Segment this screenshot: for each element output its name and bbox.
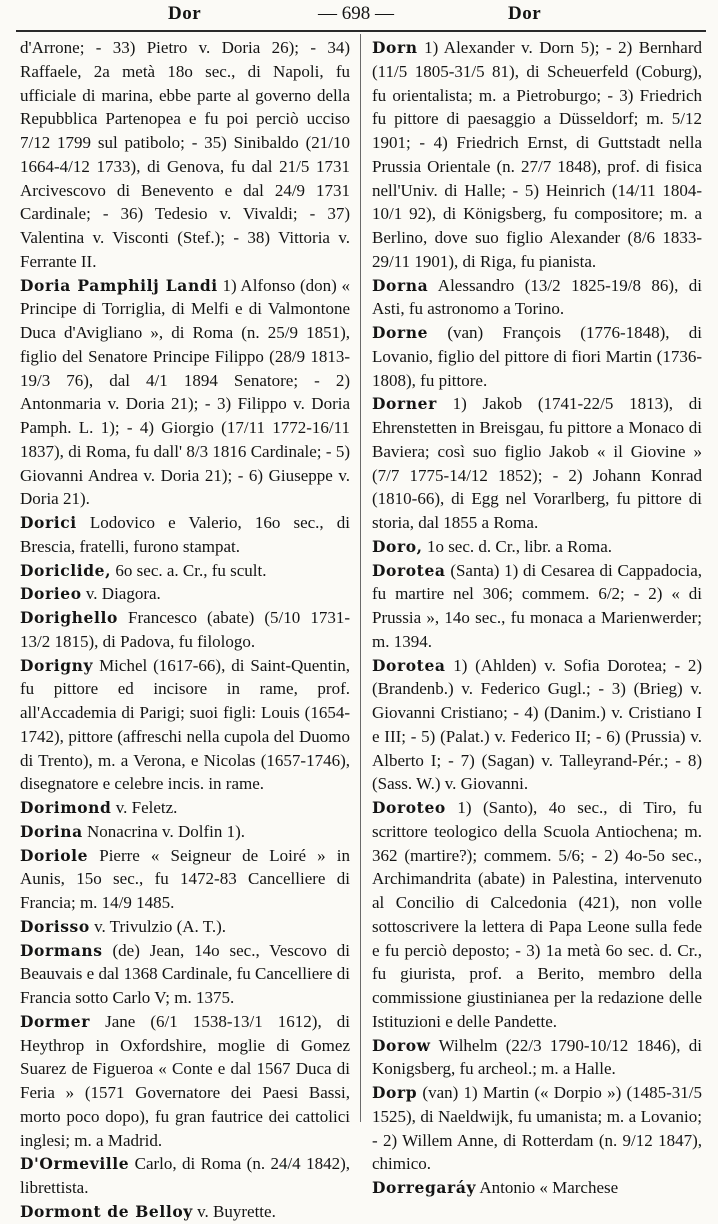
column-divider (360, 34, 361, 1122)
entry-headword: Doriole (20, 845, 89, 865)
entry-text: Alessandro (13/2 1825-19/8 86), di Asti, fu astronomo a Torino. (372, 275, 703, 319)
entry-text: 1) Jakob (1741-22/5 1813), di Ehrenstetten in Breisgau, fu pittore a Monaco di Baviera; così suo figlio Jakob « il Giovine » (7/7 1775-14/12 1852); - 2) Johann Konrad (1810-66), di Egg nel Vorarlberg, fu pittore di storia, dal 1855 a Roma. (372, 394, 702, 532)
dictionary-entry (372, 274, 702, 322)
entry-headword: Dorn (372, 38, 418, 57)
entry-text: v. Trivulzio (A. T.). (94, 916, 226, 936)
dictionary-entry (372, 1034, 702, 1082)
dictionary-entry (20, 939, 350, 1010)
dictionary-entry (20, 274, 350, 512)
entry-headword: Dorotea (372, 655, 446, 675)
dictionary-entry (372, 535, 702, 559)
dictionary-entry (20, 1200, 350, 1224)
entry-headword: Dormont de Belloy (20, 1201, 193, 1221)
entry-text: (Santa) 1) di Cesarea di Cappadocia, fu martire nel 306; commem. 6/2; - 2) « di Prussia », 14o sec., fu monaca a Marienwerder; m. 1394. (372, 560, 702, 651)
header-right-word: Dor (508, 3, 542, 24)
right-column (372, 36, 703, 1197)
entry-headword: Dormer (20, 1011, 90, 1031)
entry-headword: Dorici (20, 513, 77, 532)
entry-text: Francesco (abate) (5/10 1731-13/2 1815), di Padova, fu filologo. (20, 608, 350, 651)
entry-text: 1) (Santo), 4o sec., di Tiro, fu scrittore teologico della Scuola Antiochena; m. 362 (martire?); commem. 5/6; - 2) 4o-5o sec., Archimandrita (abate) in Palestina, intervenuto al Concilio di Calcedonia (421), non volle sottoscrivere la lettera di Papa Leone sulla fede e fu perciò deposto; - 3) 1a metà 6o sec. d. Cr., fu giurista, prof. a Berito, membro della commissione giustinianea per la redazione delle Istituzioni e delle Pandette. (372, 798, 702, 1031)
entry-text: (van) 1) Martin (« Dorpio ») (1485-31/5 1525), di Naeldwijk, fu umanista; m. a Lovanio; - 2) Willem Anne, di Rotterdam (n. 9/12 1847), chimico. (372, 1083, 703, 1174)
dictionary-entry (372, 559, 702, 654)
dictionary-entry (20, 654, 350, 797)
entry-headword: Doroteo (372, 798, 446, 817)
entry-text: 1) Alexander v. Dorn 5); - 2) Bernhard (11/5 1805-31/5 81), di Scheuerfeld (Coburg), fu orientalista; m. a Pietroburgo; - 3) Friedrich fu pittore di paesaggio a Düsseldorf; m. 5/12 1901; - 4) Friedrich Ernst, di Guttstadt nella Prussia Orientale (n. 27/7 1848), prof. di fisica nell'Univ. di Halle; - 5) Heinrich (14/11 1804-10/1 92), di Königsberg, fu compositore; m. a Berlino, dove suo figlio Alexander (8/6 1833-29/11 1901), di Riga, fu pianista. (372, 38, 702, 271)
entry-text: 1) (Ahlden) v. Sofia Dorotea; - 2) (Brandenb.) v. Federico Gugl.; - 3) (Brieg) v. Giovanni Cristiano; - 4) (Danim.) v. Cristiano I e III; - 5) (Palat.) v. Federico II; - 6) (Prussia) v. Alberto I; - 7) (Sagan) v. Talleyrand-Pér.; - 8) (Sass. W.) v. Giovanni. (372, 655, 703, 794)
dictionary-entry (372, 392, 702, 535)
dictionary-entry (372, 1176, 702, 1200)
entry-text: (van) François (1776-1848), di Lovanio, figlio del pittore di fiori Martin (1736-1808), fu pittore. (372, 323, 702, 390)
dictionary-entry (372, 1081, 702, 1176)
entry-text: v. Feletz. (115, 798, 178, 817)
entry-headword: Doriclide, (20, 560, 112, 580)
dictionary-entry (372, 321, 702, 392)
dictionary-entry (372, 654, 702, 797)
header-left-word: Dor (168, 3, 202, 24)
page-number: — 698 — (318, 3, 394, 24)
entry-text: 1o sec. d. Cr., libr. a Roma. (426, 536, 613, 556)
header-rule (16, 30, 706, 32)
entry-text: 1) Alfonso (don) « Principe di Torriglia, di Melfi e di Valmontone Duca d'Avigliano », di Roma (n. 25/9 1851), figlio del Senatore Principe Filippo (28/9 1813-19/3 76), dal 4/1 1894 Senatore; - 2) Antonmaria v. Doria 21); - 3) Filippo v. Doria Pamph. L. 1); - 4) Giorgio (17/11 1772-16/11 1837), di Roma, fu dall' 8/3 1816 Cardinale; - 5) Giovanni Andrea v. Doria 21); - 6) Giuseppe v. Doria 21). (20, 275, 350, 509)
entry-headword: Dorisso (20, 916, 90, 936)
dictionary-entry (20, 559, 350, 583)
entry-headword: Doria Pamphilj Landi (20, 275, 218, 295)
dictionary-entry (20, 844, 350, 915)
dictionary-entry (372, 36, 702, 274)
entry-text: Jane (6/1 1538-13/1 1612), di Heythrop in Oxfordshire, moglie di Gomez Suarez de Figueroa « Conte e dal 1567 Duca di Feria » (1571 Governatore dei Paesi Bassi, morto poco dopo), fu gran fautrice dei cattolici inglesi; m. a Madrid. (20, 1011, 351, 1150)
entry-headword: Dorregaráy (372, 1178, 477, 1197)
entry-headword: Dorna (372, 275, 429, 295)
entry-text: Michel (1617-66), di Saint-Quentin, fu pittore ed incisore in rame, prof. all'Accademia di Parigi; suoi figli: Louis (1654-1742), pittore (affreschi nella cupola del Duomo di Trento), m. a Verona, e Nicolas (1657-1746), disegnatore e celebre incis. in rame. (20, 655, 350, 794)
entry-text: Antonio « Marchese (479, 1178, 619, 1197)
dictionary-entry (20, 796, 350, 820)
dictionary-entry (20, 582, 350, 606)
entry-text: v. Buyrette. (197, 1201, 276, 1221)
entry-text: (de) Jean, 14o sec., Vescovo di Beauvais e dal 1368 Cardinale, fu Cancelliere di Francia sotto Carlo V; m. 1375. (20, 940, 351, 1007)
dictionary-entry (20, 1010, 350, 1153)
entry-headword: Dorp (372, 1083, 418, 1102)
dictionary-entry (20, 511, 350, 559)
dictionary-entry (20, 915, 350, 939)
entry-headword: Dorina (20, 821, 83, 841)
entry-text: v. Diagora. (85, 584, 161, 604)
entry-headword: Dorimond (20, 798, 112, 817)
entry-headword: Doro, (372, 536, 423, 556)
entry-text: Lodovico e Valerio, 16o sec., di Brescia, fratelli, furono stampat. (20, 513, 350, 556)
dictionary-entry (20, 36, 350, 274)
entry-text: Pierre « Seigneur de Loiré » in Aunis, 15o sec., fu 1472-83 Cancelliere di Francia; m. 14/9 1485. (20, 845, 350, 912)
entry-headword: D'Ormeville (20, 1154, 130, 1174)
entry-text: Wilhelm (22/3 1790-10/12 1846), di Konigsberg, fu archeol.; m. a Halle. (372, 1035, 702, 1079)
dictionary-entry (20, 1152, 350, 1200)
left-column (20, 36, 351, 1221)
dictionary-entry (20, 606, 350, 654)
entry-headword: Dorne (372, 323, 429, 342)
entry-text: 6o sec. a. Cr., fu scult. (115, 560, 267, 580)
entry-headword: Dorotea (372, 560, 446, 580)
entry-headword: Dorow (372, 1035, 431, 1055)
entry-text: Carlo, di Roma (n. 24/4 1842), librettista. (20, 1154, 350, 1197)
entry-headword: Dormans (20, 940, 103, 960)
dictionary-entry (372, 796, 702, 1034)
entry-text: Nonacrina v. Dolfin 1). (87, 821, 245, 841)
entry-headword: Dorighello (20, 608, 118, 627)
entry-headword: Dorner (372, 394, 437, 414)
entry-headword: Dorigny (20, 655, 94, 675)
dictionary-entry (20, 820, 350, 844)
page-header (0, 0, 718, 30)
entry-text: d'Arrone; - 33) Pietro v. Doria 26); - 34) Raffaele, 2a metà 18o sec., di Napoli, fu ufficiale di marina, ebbe parte al governo della Repubblica Partenopea e fu poi perciò ucciso 7/12 1799 sul patibolo; - 35) Sinibaldo (21/10 1664-4/12 1733), di Genova, fu dal 21/5 1731 Arcivescovo di Benevento e dal 24/9 1731 Cardinale; - 36) Tedesio v. Vivaldi; - 37) Valentina v. Visconti (Stef.); - 38) Vittoria v. Ferrante II. (20, 38, 350, 271)
entry-headword: Dorieo (20, 584, 82, 604)
